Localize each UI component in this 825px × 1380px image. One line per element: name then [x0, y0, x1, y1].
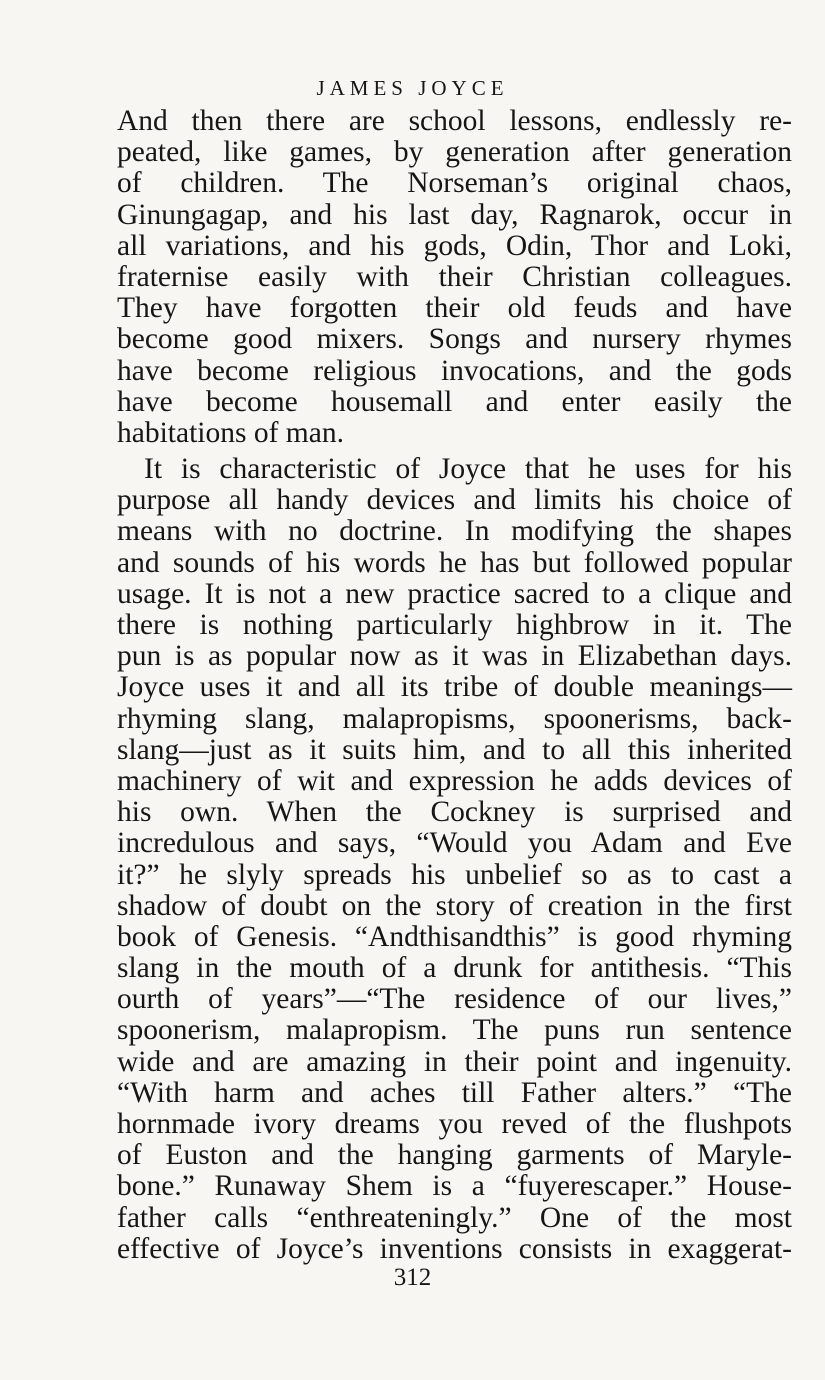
- text-line: Ginungagap, and his last day, Ragnarok, occur in: [117, 198, 792, 231]
- text-line: shadow of doubt on the story of creation in the first: [117, 889, 792, 922]
- text-line: of Euston and the hanging garments of Maryle-: [117, 1139, 792, 1172]
- text-line: slang in the mouth of a drunk for antithesis. “This: [117, 952, 792, 985]
- text-line: Joyce uses it and all its tribe of double meanings—: [117, 671, 792, 704]
- running-head: JAMES JOYCE: [316, 76, 509, 100]
- text-line: have become religious invocations, and the gods: [117, 354, 792, 387]
- text-line: slang—just as it suits him, and to all this inherited: [117, 733, 792, 766]
- text-line: father calls “enthreateningly.” One of the most: [117, 1201, 792, 1234]
- text-line: means with no doctrine. In modifying the shapes: [117, 515, 792, 548]
- text-line: of children. The Norseman’s original chaos,: [117, 167, 792, 200]
- text-line: bone.” Runaway Shem is a “fuyerescaper.” House-: [117, 1170, 792, 1203]
- text-line: And then there are school lessons, endlessly re-: [117, 105, 792, 137]
- text-line: wide and are amazing in their point and ingenuity.: [117, 1045, 792, 1078]
- text-line: rhyming slang, malapropisms, spoonerisms, back-: [117, 702, 792, 735]
- paragraph-1: [117, 106, 792, 449]
- text-line: ourth of years”—“The residence of our lives,”: [117, 983, 792, 1016]
- text-line: book of Genesis. “Andthisandthis” is good rhyming: [117, 920, 792, 953]
- text-line: incredulous and says, “Would you Adam and Eve: [117, 827, 792, 860]
- page-number: 312: [393, 1264, 432, 1291]
- text-line: machinery of wit and expression he adds devices of: [117, 764, 792, 797]
- text-line: spoonerism, malapropism. The puns run sentence: [117, 1014, 792, 1047]
- text-line: usage. It is not a new practice sacred to a clique and: [117, 577, 792, 610]
- text-line: have become housemall and enter easily the: [117, 385, 792, 418]
- text-line: pun is as popular now as it was in Elizabethan days.: [117, 640, 792, 673]
- text-line: hornmade ivory dreams you reved of the flushpots: [117, 1108, 792, 1140]
- text-line: and sounds of his words he has but followed popular: [117, 546, 792, 579]
- body-text: [117, 106, 792, 1265]
- text-line: effective of Joyce’s inventions consists in exaggerat-: [117, 1232, 792, 1265]
- text-line: fraternise easily with their Christian colleagues.: [117, 260, 792, 293]
- text-line: all variations, and his gods, Odin, Thor and Loki,: [117, 229, 792, 262]
- text-line: it?” he slyly spreads his unbelief so as to cast a: [117, 858, 792, 891]
- paragraph-2: [117, 454, 792, 1265]
- text-line: They have forgotten their old feuds and have: [117, 292, 792, 325]
- text-line: become good mixers. Songs and nursery rhymes: [117, 323, 792, 356]
- text-line: peated, like games, by generation after generation: [117, 136, 792, 169]
- text-line: It is characteristic of Joyce that he uses for his: [144, 453, 792, 486]
- text-line: his own. When the Cockney is surprised and: [117, 796, 792, 829]
- text-line: purpose all handy devices and limits his choice of: [117, 484, 792, 517]
- text-line: habitations of man.: [117, 416, 344, 449]
- text-line: there is nothing particularly highbrow in it. The: [117, 609, 792, 641]
- text-line: “With harm and aches till Father alters.” “The: [117, 1076, 792, 1109]
